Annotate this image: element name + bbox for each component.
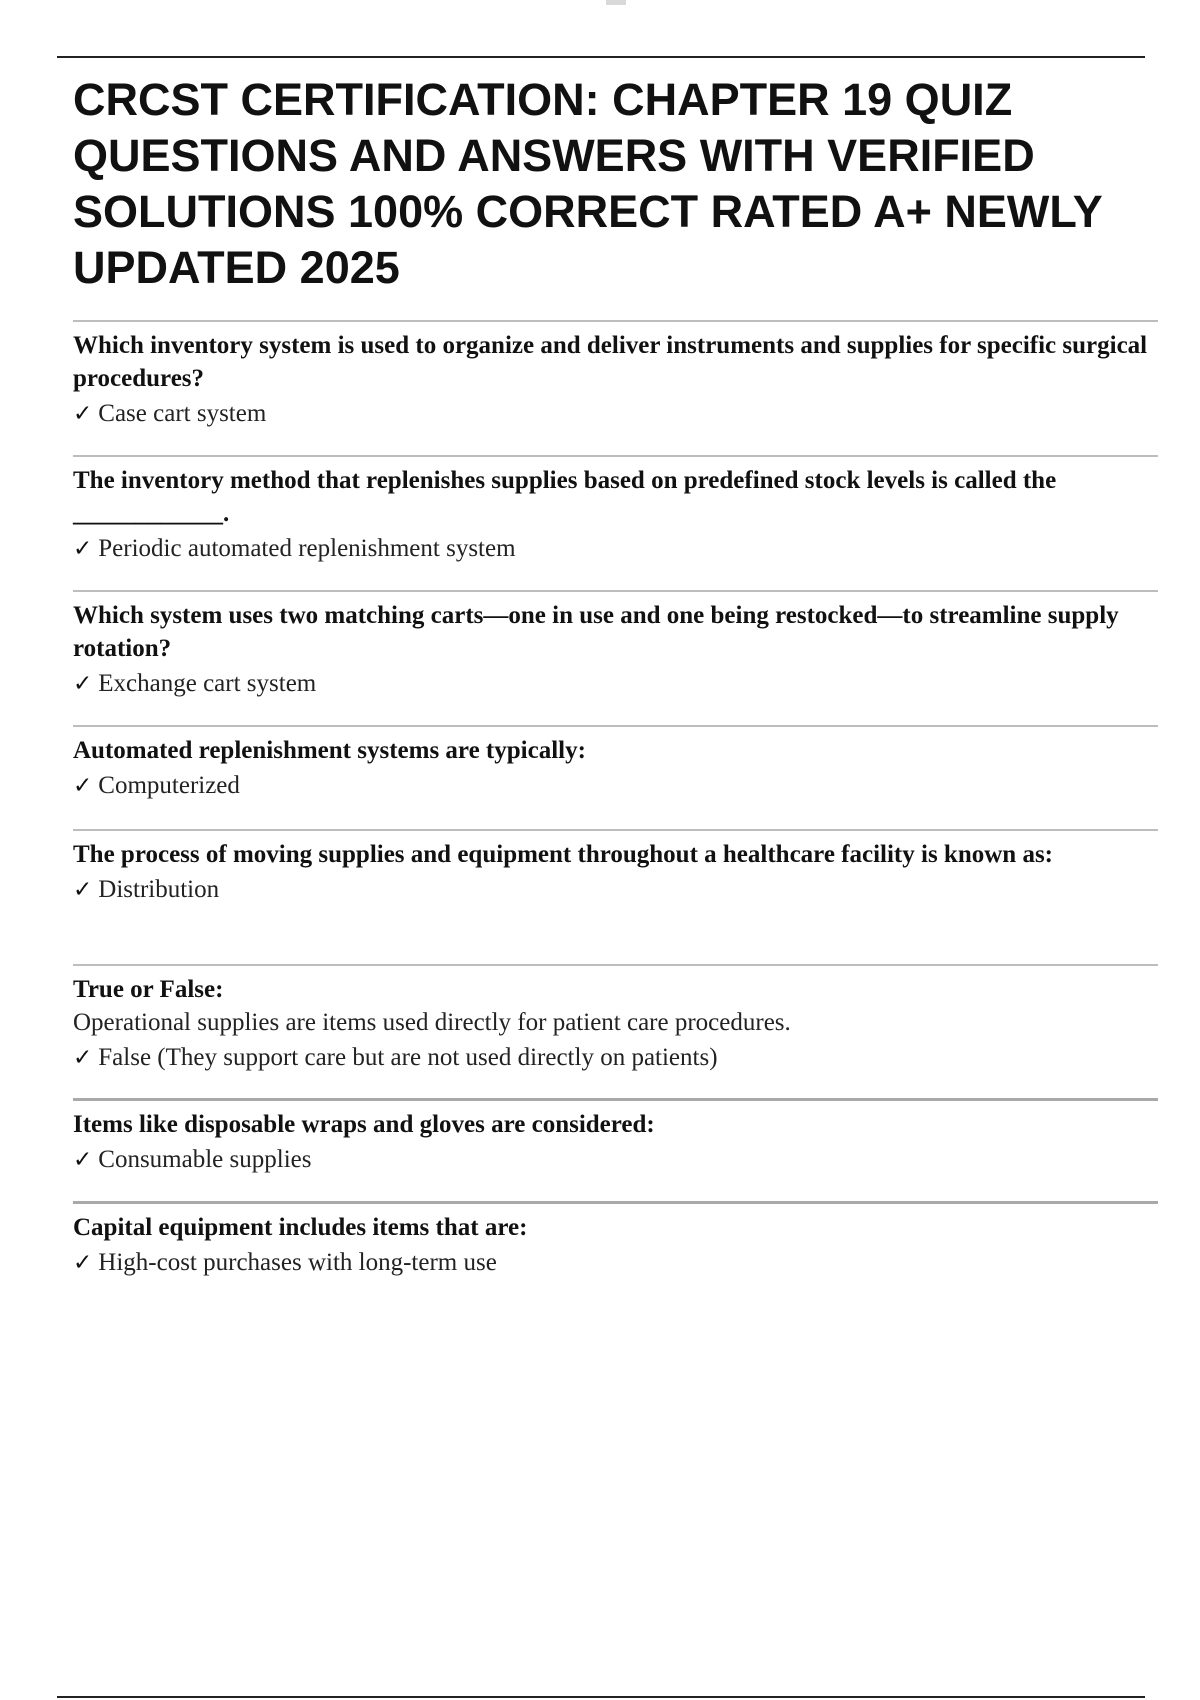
check-icon: ✓ — [73, 877, 93, 903]
document-title: CRCST CERTIFICATION: CHAPTER 19 QUIZ QUESTIONS AND ANSWERS WITH VERIFIED SOLUTIONS 100% CORRECT RATED A+ NEWLY UPDATED 2025 — [73, 74, 1102, 293]
check-icon: ✓ — [73, 1250, 93, 1276]
answer-text: Consumable supplies — [98, 1146, 312, 1173]
qa-item — [73, 964, 1158, 1098]
qa-item — [73, 725, 1158, 829]
answer-line — [73, 1143, 1158, 1177]
answer-text: High-cost purchases with long-term use — [98, 1249, 497, 1276]
question-text: True or False: — [73, 976, 224, 1003]
bottom-divider — [57, 1696, 1145, 1698]
question-text: Which system uses two matching carts—one in use and one being restocked—to streamline supply rotation? — [73, 602, 1119, 662]
question-text: Automated replenishment systems are typically: — [73, 737, 586, 764]
statement-text: Operational supplies are items used directly for patient care procedures. — [73, 1009, 791, 1036]
check-icon: ✓ — [73, 773, 93, 799]
question-text: The inventory method that replenishes supplies based on predefined stock levels is called the ____________. — [73, 467, 1057, 527]
qa-item — [73, 829, 1158, 964]
answer-text: Distribution — [98, 876, 220, 903]
question-text: Capital equipment includes items that are: — [73, 1214, 528, 1241]
check-icon: ✓ — [73, 671, 93, 697]
answer-text: Periodic automated replenishment system — [98, 535, 516, 562]
question-text: Items like disposable wraps and gloves are considered: — [73, 1111, 655, 1138]
answer-line — [73, 1246, 1158, 1280]
qa-item — [73, 455, 1158, 590]
answer-line — [73, 769, 1158, 803]
answer-text: Computerized — [98, 772, 240, 799]
question-text: Which inventory system is used to organize and deliver instruments and supplies for specific surgical procedures? — [73, 332, 1148, 392]
answer-text: Exchange cart system — [98, 670, 317, 697]
answer-line — [73, 397, 1158, 431]
question-text: The process of moving supplies and equipment throughout a healthcare facility is known as: — [73, 841, 1053, 868]
answer-line — [73, 667, 1158, 701]
check-icon: ✓ — [73, 1147, 93, 1173]
answer-text: Case cart system — [98, 400, 267, 427]
qa-list — [73, 320, 1158, 1305]
qa-item — [73, 320, 1158, 455]
answer-line — [73, 873, 1158, 907]
answer-line — [73, 1041, 1158, 1075]
check-icon: ✓ — [73, 1045, 93, 1071]
page-top-tab — [606, 0, 626, 5]
answer-text: False (They support care but are not used directly on patients) — [98, 1044, 718, 1071]
check-icon: ✓ — [73, 536, 93, 562]
qa-item — [73, 590, 1158, 725]
qa-item — [73, 1201, 1158, 1305]
check-icon: ✓ — [73, 401, 93, 427]
answer-line — [73, 532, 1158, 566]
top-divider — [57, 56, 1145, 58]
qa-item — [73, 1098, 1158, 1201]
